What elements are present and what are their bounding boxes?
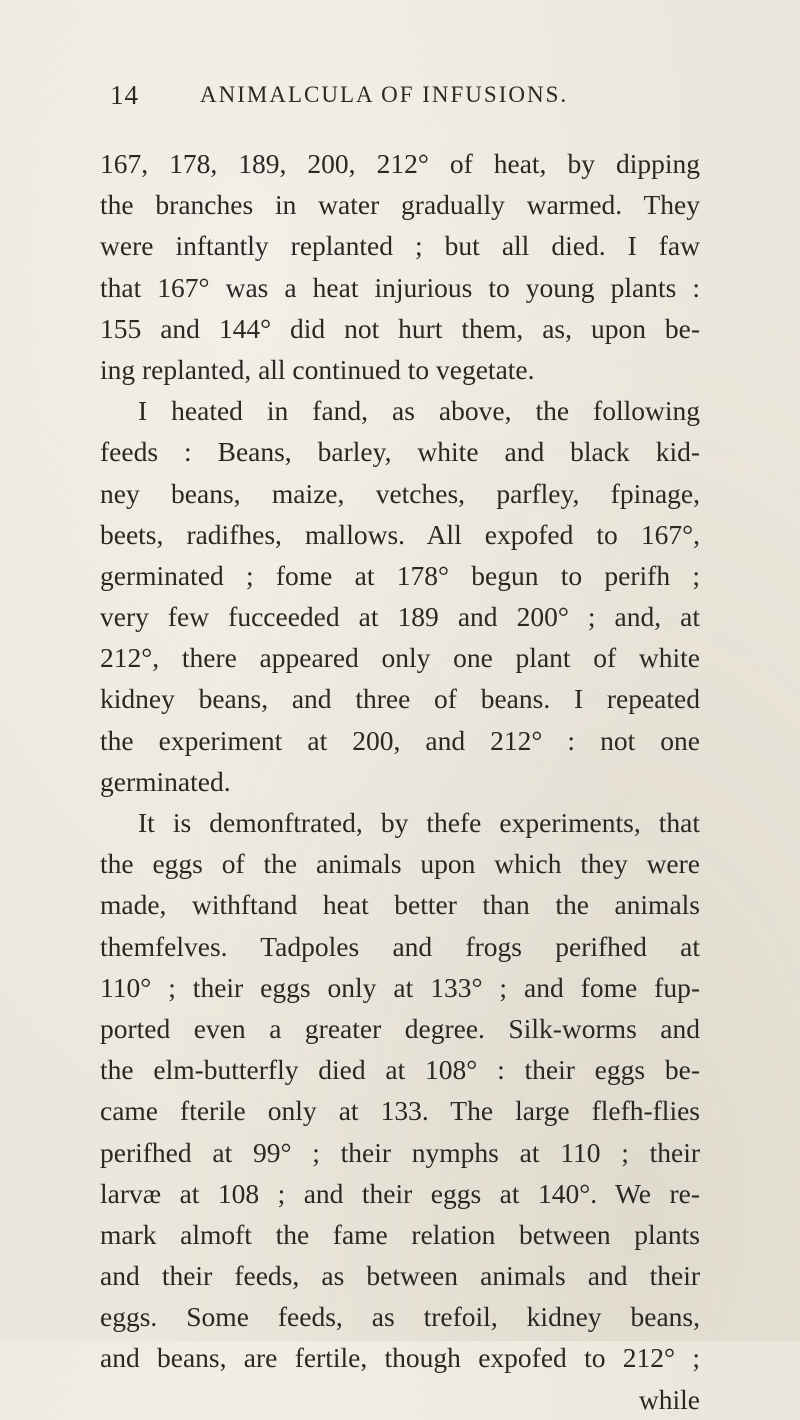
text-line: germinated ; fome at 178° begun to perifh ;: [100, 559, 700, 591]
text-line: came fterile only at 133. The large flefh-flies: [100, 1095, 700, 1127]
text-line: the eggs of the animals upon which they were: [100, 848, 700, 880]
text-line: beets, radifhes, mallows. All expofed to 167°,: [100, 518, 700, 550]
text-line: very few fucceeded at 189 and 200° ; and, at: [100, 601, 700, 633]
text-line: perifhed at 99° ; their nymphs at 110 ; their: [100, 1136, 700, 1168]
text-line: 212°, there appeared only one plant of white: [100, 642, 700, 674]
page-number: 14: [110, 80, 139, 110]
text-line: larvæ at 108 ; and their eggs at 140°. We re-: [100, 1177, 700, 1209]
text-line: 167, 178, 189, 200, 212° of heat, by dipping: [100, 148, 700, 179]
text-line: eggs. Some feeds, as trefoil, kidney beans,: [100, 1301, 700, 1333]
text-line: made, withftand heat better than the animals: [100, 889, 700, 921]
running-title: ANIMALCULA OF INFUSIONS.: [200, 82, 569, 107]
text-line: themfelves. Tadpoles and frogs perifhed at: [100, 930, 700, 962]
text-line: 110° ; their eggs only at 133° ; and fome fup-: [100, 971, 700, 1003]
text-line: and beans, are fertile, though expofed to 212° ;: [100, 1342, 700, 1374]
text-line: It is demonftrated, by thefe experiments, that: [138, 807, 700, 838]
text-line: the branches in water gradually warmed. They: [100, 189, 700, 221]
catchword: while: [638, 1383, 700, 1415]
text-line: that 167° was a heat injurious to young plants :: [100, 271, 700, 303]
text-line: the experiment at 200, and 212° : not one: [100, 724, 700, 756]
text-line: and their feeds, as between animals and their: [100, 1260, 700, 1292]
text-line: ney beans, maize, vetches, parfley, fpinage,: [100, 477, 700, 509]
running-head: [110, 80, 710, 120]
text-line: the elm-butterfly died at 108° : their eggs be-: [100, 1054, 700, 1086]
text-line: ing replanted, all continued to vegetate.: [100, 353, 535, 385]
text-line: were inftantly replanted ; but all died. I faw: [100, 230, 700, 262]
text-line: feeds : Beans, barley, white and black kid-: [100, 436, 700, 468]
text-line: germinated.: [100, 765, 231, 797]
text-line: ported even a greater degree. Silk-worms and: [100, 1012, 700, 1044]
body-text: [100, 143, 700, 1420]
text-line: kidney beans, and three of beans. I repeated: [100, 683, 700, 715]
text-line: 155 and 144° did not hurt them, as, upon be-: [100, 312, 700, 344]
text-line: I heated in fand, as above, the following: [138, 395, 700, 427]
text-line: mark almoft the fame relation between plants: [100, 1218, 700, 1250]
